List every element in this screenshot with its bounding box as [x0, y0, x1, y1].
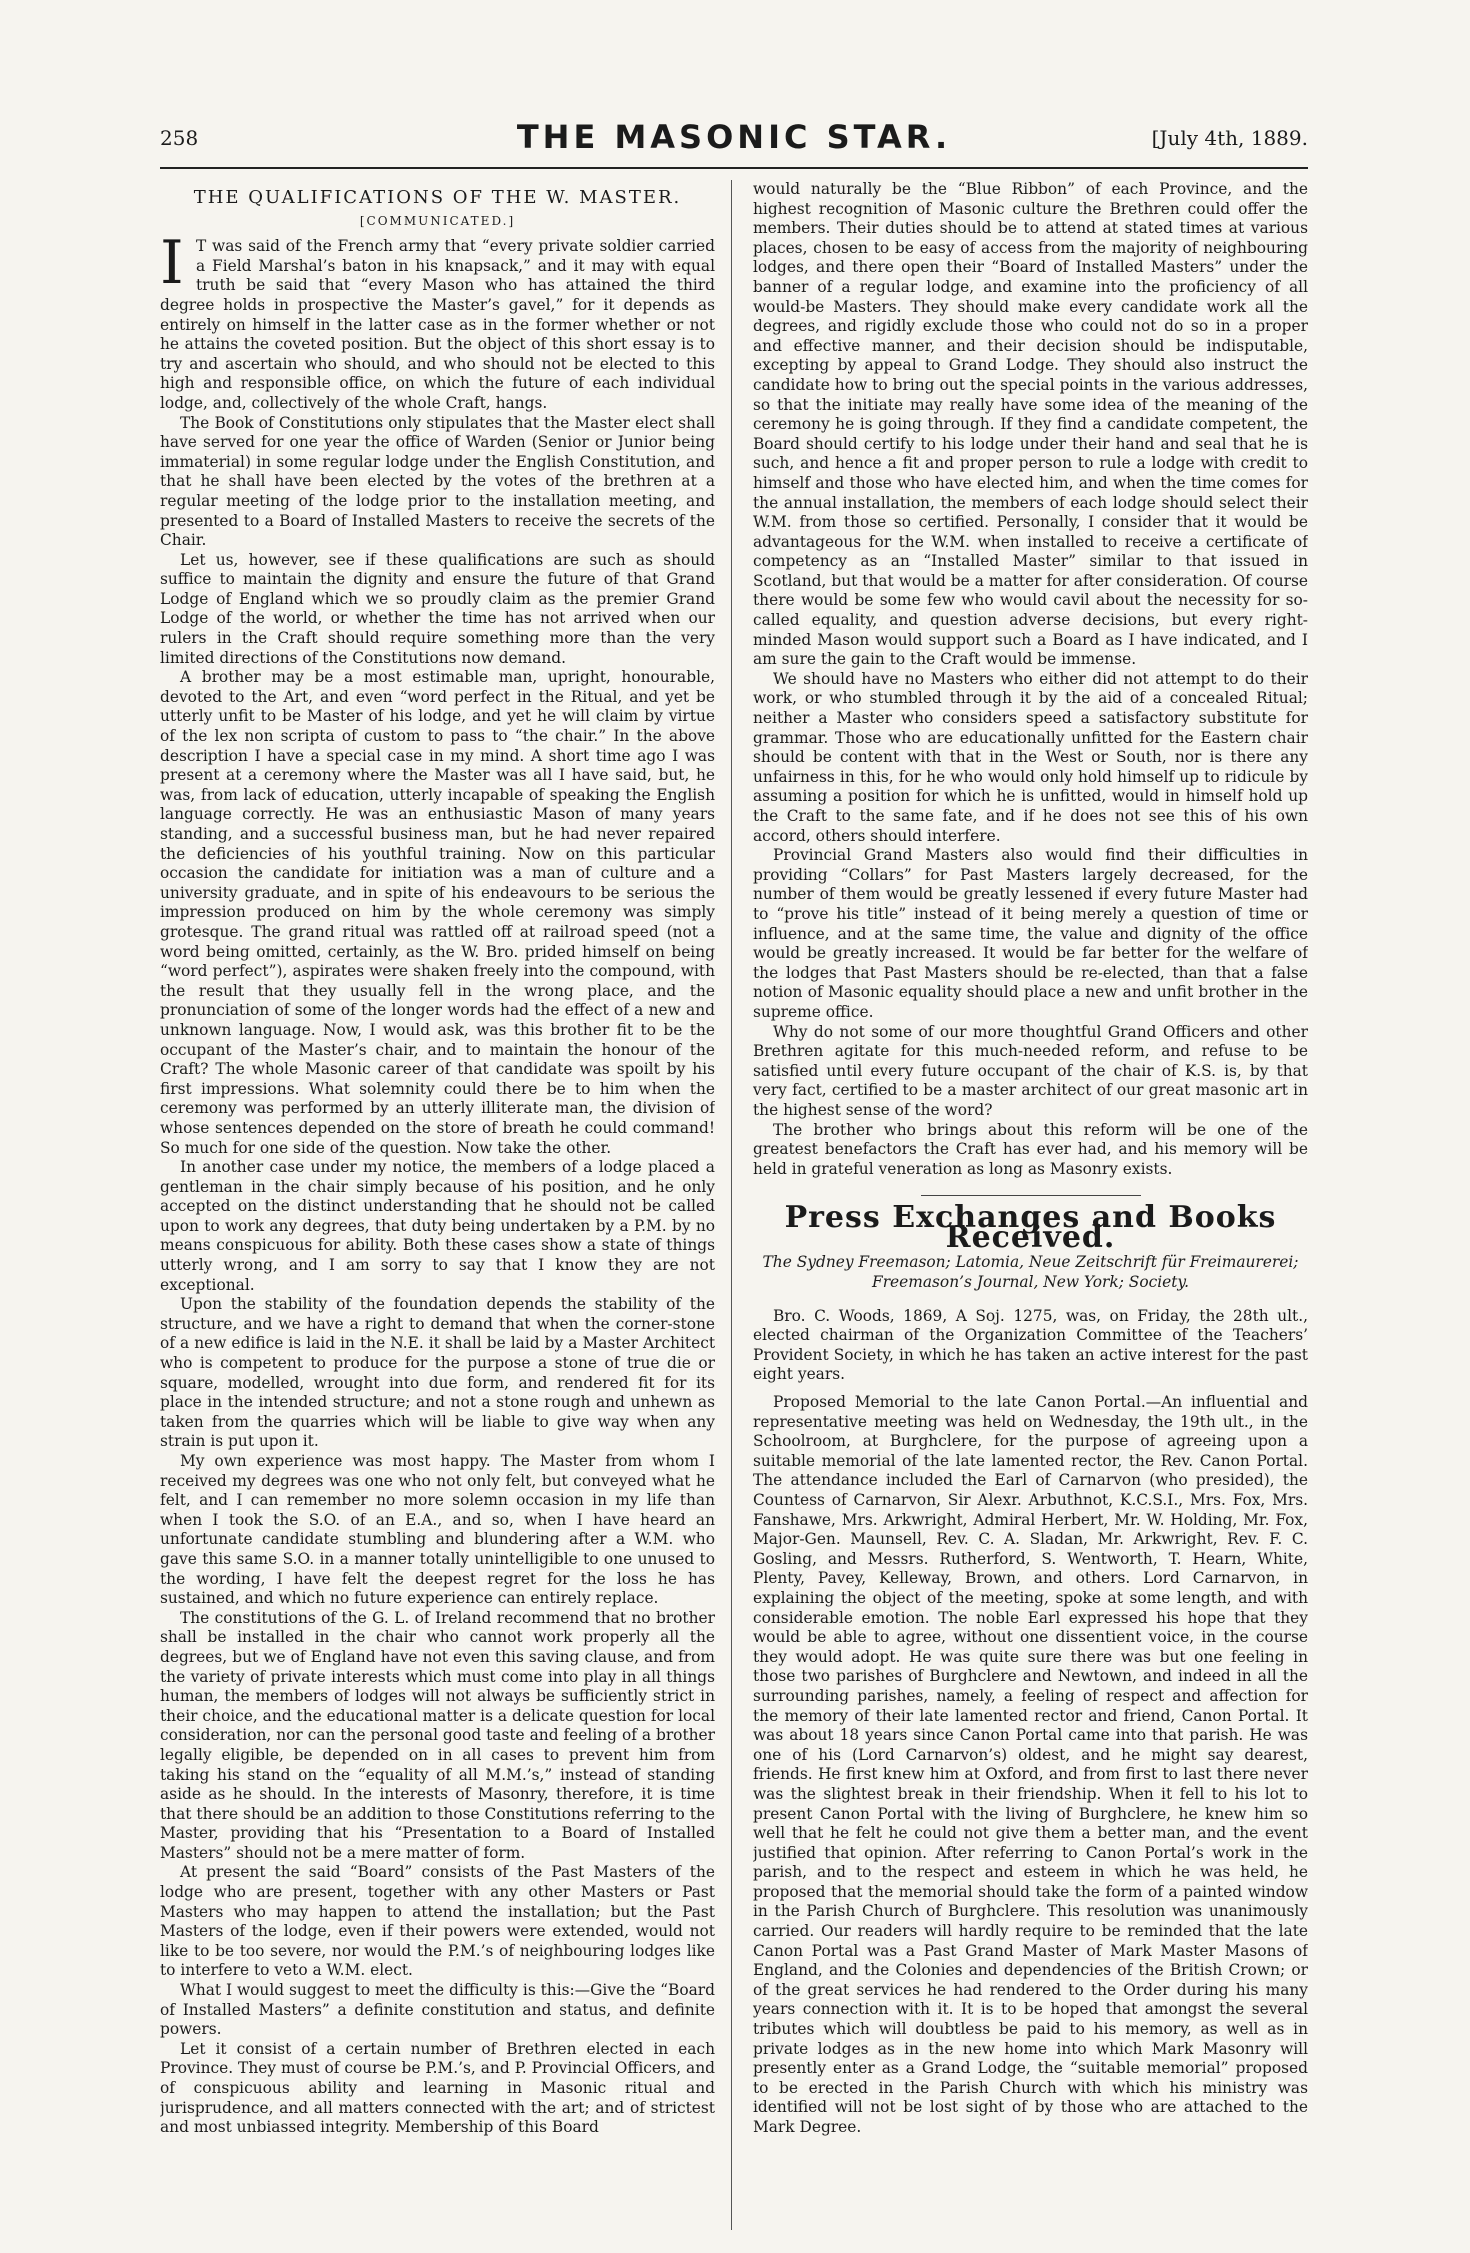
- article-title: THE QUALIFICATIONS OF THE W. MASTER.: [193, 187, 682, 208]
- paragraph: My own experience was most happy. The Master from whom I received my degrees was one who not only felt, but conveyed what he felt, and I can remember no more solemn occasion in my life than when I took the S.O. of an E.A., and so, when I have heard an unfortunate candidate stumbling and blundering after a W.M. who gave this same S.O. in a manner totally unintelligible to one unused to the wording, I have felt the deepest regret for the loss he has sustained, and which no future experience can entirely replace.: [160, 1452, 715, 1608]
- paragraph: The Book of Constitutions only stipulates that the Master elect shall have served for one year the office of Warden (Senior or Junior being immaterial) in some regular lodge under the English Constitution, and that he shall have been elected by the votes of the brethren at a regular meeting of the lodge prior to the installation meeting, and presented to a Board of Installed Masters to receive the secrets of the Chair.: [160, 413, 715, 550]
- received-list: The Sydney Freemason; Latomia, Neue Zeitschrift für Freimaurerei; Freemason’s Journal, New York; Society.: [762, 1253, 1299, 1292]
- paragraph: Let it consist of a certain number of Brethren elected in each Province. They must of course be P.M.’s, and P. Provincial Officers, and of conspicuous ability and learning in Masonic ritual and jurisprudence, and all matters connected with the art; and of strictest and most unbiassed integrity. Membership of this Board: [160, 2039, 715, 2137]
- paragraph: Proposed Memorial to the late Canon Portal.—An influential and representative meeting was held on Wednesday, the 19th ult., in the Schoolroom, at Burghclere, for the purpose of agreeing upon a suitable memorial of the late lamented rector, the Rev. Canon Portal. The attendance included the Earl of Carnarvon (who presided), the Countess of Carnarvon, Sir Alexr. Arbuthnot, K.C.S.I., Mrs. Fox, Mrs. Fanshawe, Mrs. Arkwright, Admiral Herbert, Mr. W. Holding, Mr. Fox, Major-Gen. Maunsell, Rev. C. A. Sladan, Mr. Arkwright, Rev. F. C. Gosling, and Messrs. Rutherford, S. Wentworth, T. Hearn, White, Plenty, Pavey, Kelleway, Brown, and others. Lord Carnarvon, in explaining the object of the meeting, spoke at some length, and with considerable emotion. The noble Earl expressed his hope that they would be able to agree, without one dissentient voice, in the course they would adopt. He was quite sure there was but one feeling in those two parishes of Burghclere and Newtown, and indeed in all the surrounding parishes, namely, a feeling of respect and affection for the memory of their late lamented rector and friend, Canon Portal. It was about 18 years since Canon Portal came into that parish. He was one of his (Lord Carnarvon’s) oldest, and he might say dearest, friends. He first knew him at Oxford, and from first to last there never was the slightest break in their friendship. When it fell to his lot to present Canon Portal with the living of Burghclere, he knew him so well that he felt he could not give them a better man, and the event justified that opinion. After referring to Canon Portal’s work in the parish, and to the respect and esteem in which he was held, he proposed that the memorial should take the form of a painted window in the Parish Church of Burghclere. This resolution was unanimously carried. Our readers will hardly require to be reminded that the late Canon Portal was a Past Grand Master of Mark Master Masons of England, and the Colonies and dependencies of the British Crown; or of the great services he had rendered to the Order during his many years connection with it. It is to be hoped that amongst the several tributes which will doubtless be paid to his memory, as well as in private lodges as in the new home into which Mark Masonry will presently enter as a Grand Lodge, the “suitable memorial” proposed to be erected in the Parish Church with which his ministry was identified will not be lost sight of by those who are attached to the Mark Degree.: [753, 1393, 1308, 2136]
- paragraph: A brother may be a most estimable man, upright, honourable, devoted to the Art, and even “word perfect in the Ritual, and yet be utterly unfit to be Master of his lodge, and yet he will claim by virtue of the lex non scripta of custom to pass to “the chair.” In the above description I have a special case in my mind. A short time ago I was present at a ceremony where the Master was all I have said, but, he was, from lack of education, utterly incapable of speaking the English language correctly. He was an enthusiastic Mason of many years standing, and a successful business man, but he had never repaired the deficiencies of his youthful training. Now on this particular occasion the candidate for initiation was a man of culture and a university graduate, and in spite of his endeavours to be serious the impression produced on him by the whole ceremony was simply grotesque. The grand ritual was rattled off at railroad speed (not a word being omitted, certainly, as the W. Bro. prided himself on being “word perfect”), aspirates were shaken freely into the compound, with the result that they usually fell in the wrong place, and the pronunciation of some of the longer words had the effect of a new and unknown language. Now, I would ask, was this brother fit to be the occupant of the Master’s chair, and to maintain the honour of the Craft? The whole Masonic career of that candidate was spoilt by his first impressions. What solemnity could there be to him when the ceremony was performed by an utterly illiterate man, the division of whose sentences depended on the store of breath he could command! So much for one side of the question. Now take the other.: [160, 668, 715, 1157]
- paragraph: T was said of the French army that “every private soldier carried a Field Marshal’s baton in his knapsack,” and it may with equal truth be said that “every Mason who has attained the third degree holds in prospective the Master’s gavel,” for it depends as entirely on himself in the latter case as in the former whether or not he attains the coveted position. But the object of this short essay is to try and ascertain who should, and who should not be elected to this high and responsible office, on which the future of each individual lodge, and, collectively of the whole Craft, hangs.: [160, 237, 715, 412]
- section-separator: [921, 1195, 1141, 1196]
- paragraph: We should have no Masters who either did not attempt to do their work, or who stumbled through it by the aid of a concealed Ritual; neither a Master who considers speed a satisfactory substitute for grammar. Those who are educationally unfitted for the Eastern chair should be content with that in the West or South, nor is there any unfairness in this, for he who would only hold himself up to ridicule by assuming a position for which he is unfitted, would in himself hold up the Craft to the same fate, and if he does not see this of his own accord, others should interfere.: [753, 669, 1308, 845]
- header-rule: [160, 167, 1308, 169]
- masthead: THE MASONIC STAR.: [516, 118, 952, 156]
- paragraph: Let us, however, see if these qualifications are such as should suffice to maintain the dignity and ensure the future of that Grand Lodge of England which we so proudly claim as the premier Grand Lodge of the world, or whether the time has not arrived when our rulers in the Craft should require something more than the very limited directions of the Constitutions now demand.: [160, 550, 715, 667]
- paragraph: The constitutions of the G. L. of Ireland recommend that no brother shall be installed in the chair who cannot work properly all the degrees, but we of England have not even this saving clause, and from the variety of private interests which must come into play in all things human, the members of lodges will not always be sufficiently strict in their choice, and the educational matter is a delicate question for local consideration, nor can the personal good taste and feeling of a brother legally eligible, be depended on in all cases to prevent him from taking his stand on the “equality of all M.M.’s,” instead of standing aside as he should. In the interests of Masonry, therefore, it is time that there should be an addition to those Constitutions referring to the Master, providing that his “Presentation to a Board of Installed Masters” should not be a mere matter of form.: [160, 1608, 715, 1862]
- paragraph: Why do not some of our more thoughtful Grand Officers and other Brethren agitate for this much-needed reform, and refuse to be satisfied until every future occupant of the chair of K.S. is, by that very fact, certified to be a master architect of our great masonic art in the highest sense of the word?: [753, 1022, 1308, 1119]
- page-header: [160, 118, 1308, 162]
- drop-cap: I: [160, 228, 184, 299]
- paragraph-gap: [753, 1385, 1308, 1393]
- paragraph: Upon the stability of the foundation depends the stability of the structure, and we have a right to demand that when the corner-stone of a new edifice is laid in the N.E. it shall be laid by a Master Architect who is competent to produce for the purpose a stone of true die or square, modelled, wrought into due form, and rendered fit for its place in the intended structure; and not a stone rough and unhewn as taken from the quarries which will be liable to give way when any strain is put upon it.: [160, 1295, 715, 1451]
- right-column: [753, 180, 1308, 2230]
- paragraph: would naturally be the “Blue Ribbon” of each Province, and the highest recognition of Masonic culture the Brethren could offer the members. Their duties should be to attend at stated times at various places, chosen to be easy of access from the majority of neighbouring lodges, and there open their “Board of Installed Masters” under the banner of a regular lodge, and examine into the proficiency of all would-be Masters. They should make every candidate work all the degrees, and rigidly exclude those who could not do so in a proper and effective manner, and their decision should be indisputable, excepting by appeal to Grand Lodge. They should also instruct the candidate how to bring out the special points in the various addresses, so that the initiate may really have some idea of the meaning of the ceremony he is going through. If they find a candidate competent, the Board should certify to his lodge under their hand and seal that he is such, and hence a fit and proper person to rule a lodge with credit to himself and those who have elected him, and when the time comes for the annual installation, the members of each lodge should select their W.M. from those so certified. Personally, I consider that it would be advantageous for the W.M. when installed to receive a certificate of competency as an “Installed Master” similar to that issued in Scotland, but that would be a matter for after consideration. Of course there would be some few who would cavil about the necessity for so-called equality, and question adverse decisions, but every right-minded Mason would support such a Board as I have indicated, and I am sure the gain to the Craft would be immense.: [753, 180, 1308, 669]
- paragraph: Bro. C. Woods, 1869, A Soj. 1275, was, on Friday, the 28th ult., elected chairman of the Organization Committee of the Teachers’ Provident Society, in which he has taken an active interest for the past eight years.: [753, 1306, 1308, 1384]
- page-number: 258: [160, 126, 199, 150]
- paragraph: At present the said “Board” consists of the Past Masters of the lodge who are present, together with any other Masters or Past Masters who may happen to attend the installation; but the Past Masters of the lodge, even if their powers were extended, would not like to be too severe, nor would the P.M.’s of neighbouring lodges like to interfere to veto a W.M. elect.: [160, 1863, 715, 1980]
- article-byline: [COMMUNICATED.]: [359, 213, 516, 228]
- issue-date: [July 4th, 1889.: [1151, 126, 1308, 150]
- section-title: Press Exchanges and Books Received.: [784, 1200, 1277, 1255]
- paragraph: In another case under my notice, the members of a lodge placed a gentleman in the chair simply because of his position, and he only accepted on the distinct understanding that he should not be called upon to work any degrees, that duty being undertaken by a P.M. by no means conspicuous for ability. Both these cases show a state of things utterly wrong, and I am sorry to say that I know they are not exceptional.: [160, 1158, 715, 1294]
- column-divider: [731, 180, 732, 2230]
- paragraph: The brother who brings about this reform will be one of the greatest benefactors the Craft has ever had, and his memory will be held in grateful veneration as long as Masonry exists.: [753, 1120, 1308, 1178]
- left-column: [160, 180, 715, 2230]
- paragraph: Provincial Grand Masters also would find their difficulties in providing “Collars” for Past Masters largely decreased, for the number of them would be greatly lessened if every future Master had to “prove his title” instead of it being merely a question of time or influence, and at the same time, the value and dignity of the office would be greatly increased. It would be far better for the welfare of the lodges that Past Masters should be re-elected, than that a false notion of Masonic equality should place a new and unfit brother in the supreme office.: [753, 846, 1308, 1021]
- paragraph: What I would suggest to meet the difficulty is this:—Give the “Board of Installed Masters” a definite constitution and status, and definite powers.: [160, 1981, 715, 2039]
